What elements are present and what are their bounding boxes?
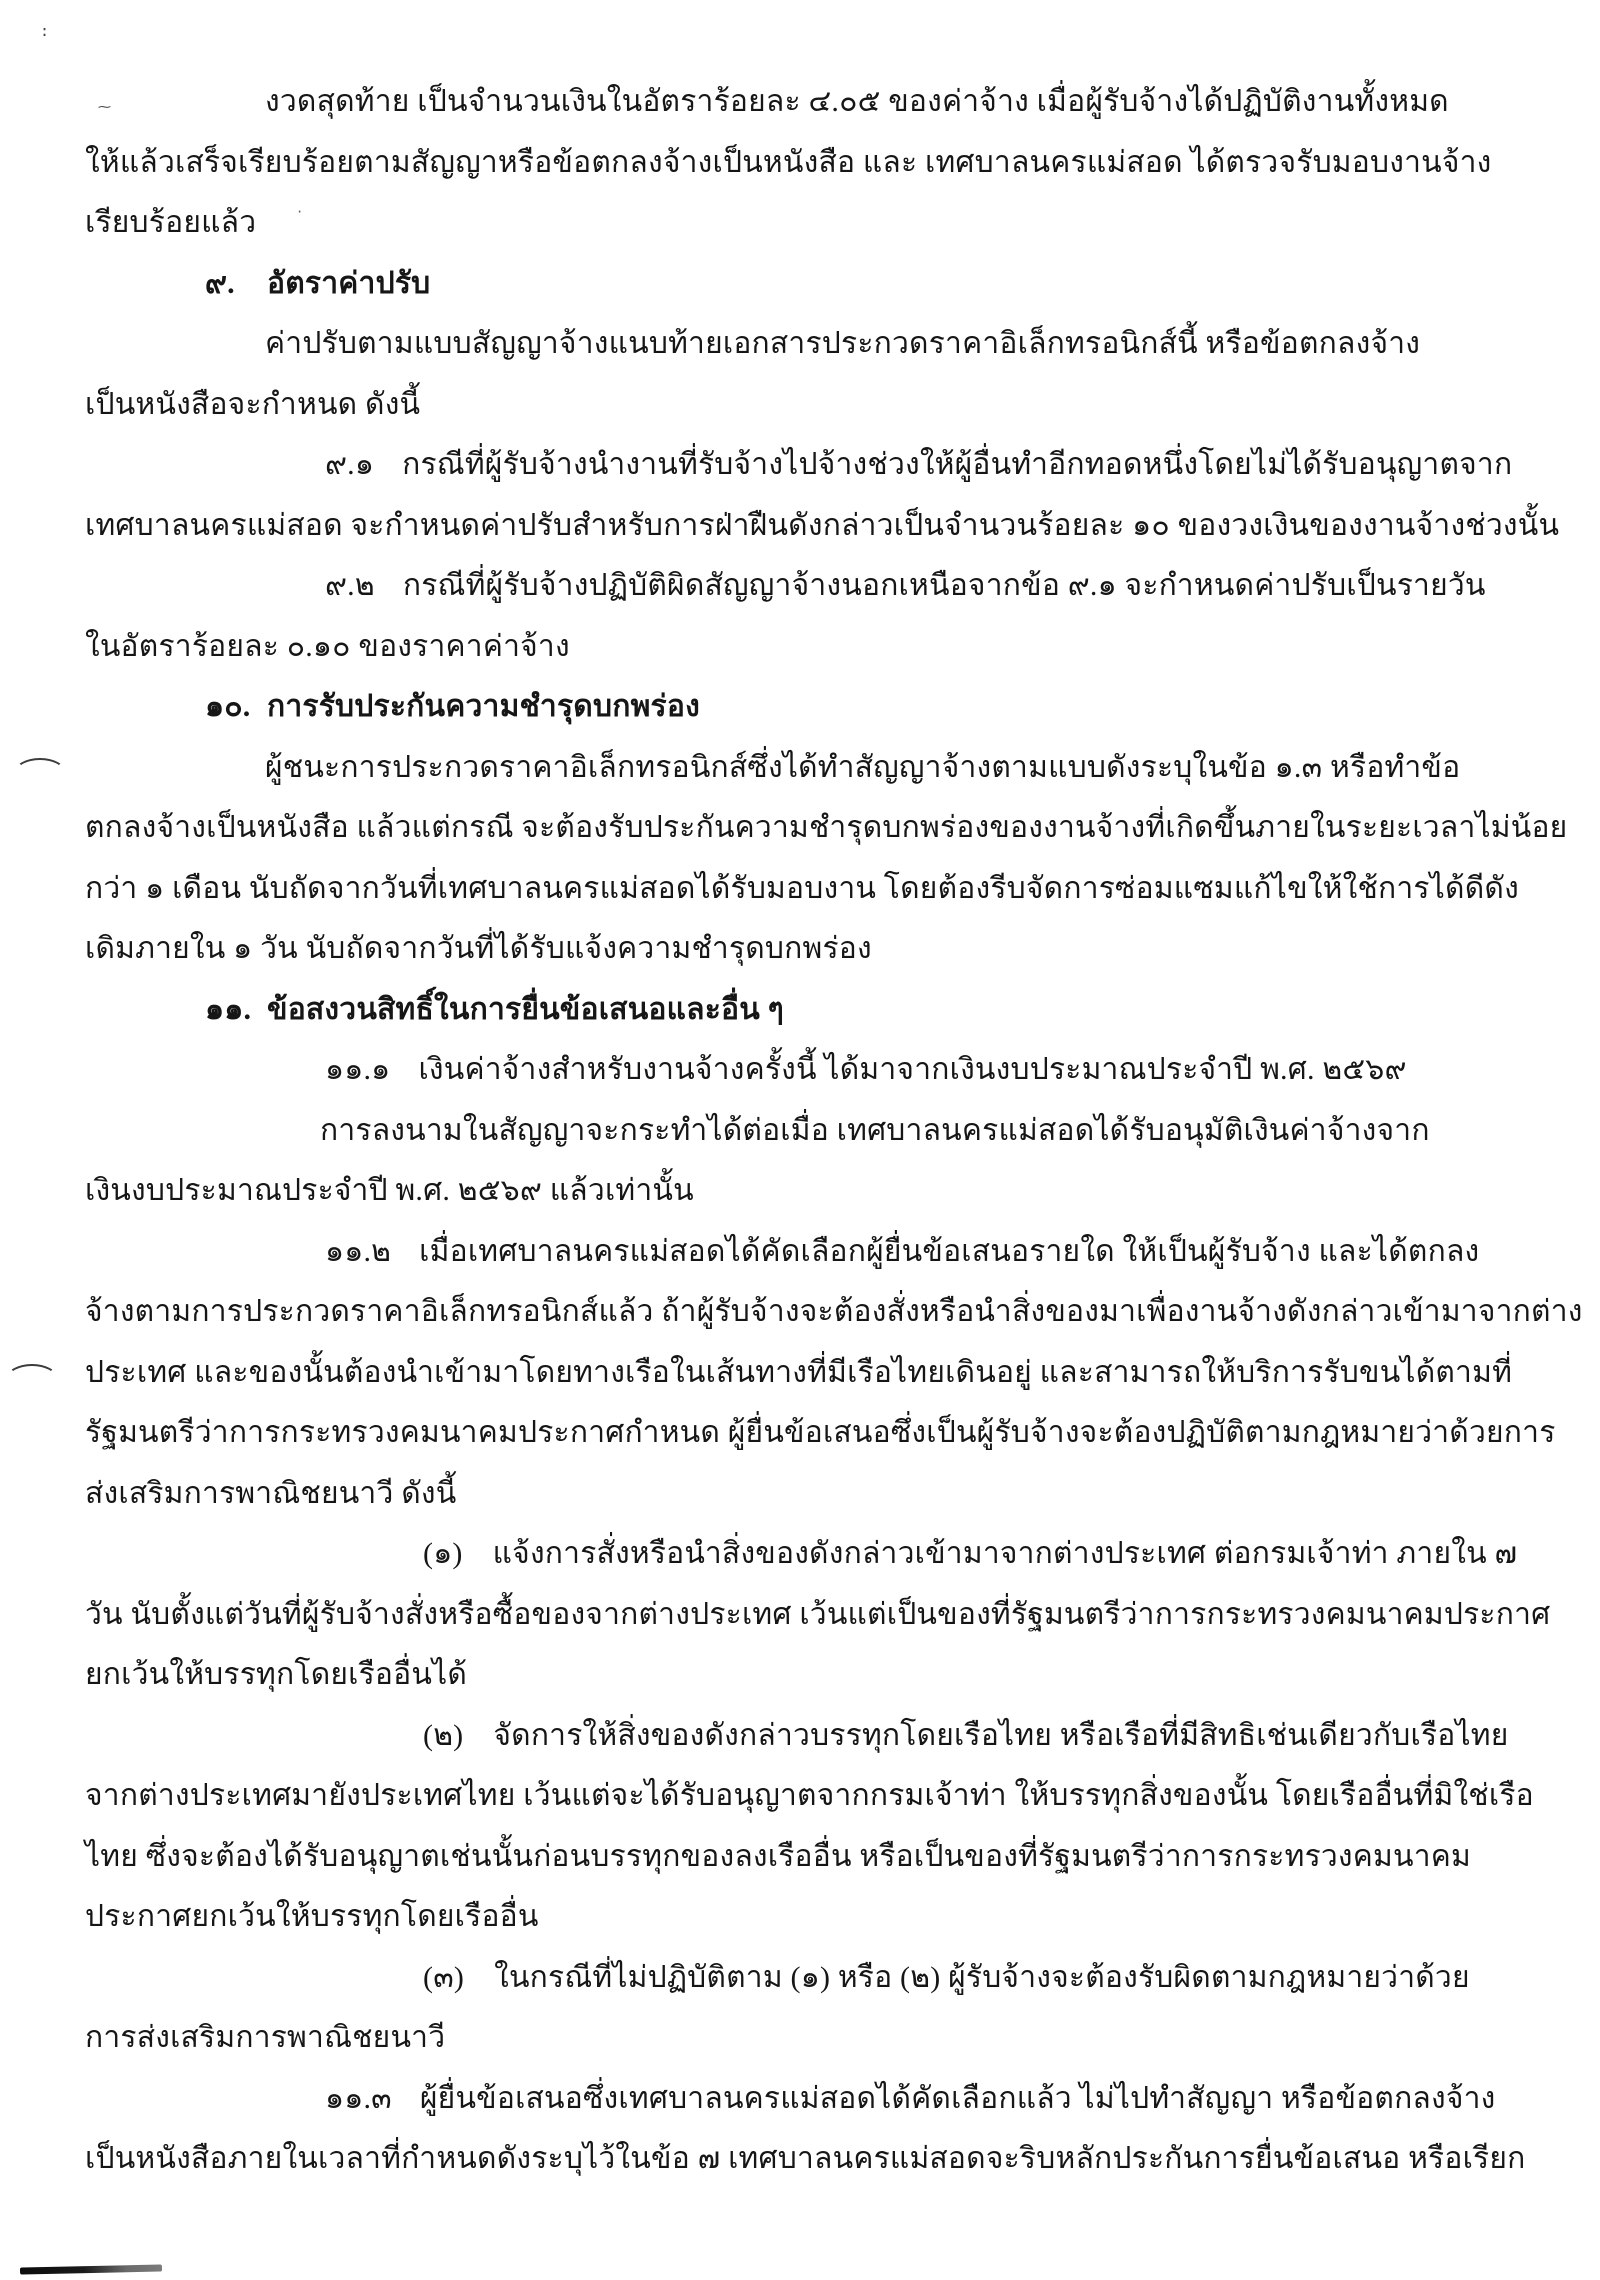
text-line: วัน นับตั้งแต่วันที่ผู้รับจ้างสั่งหรือซื้อของจากต่างประเทศ เว้นแต่เป็นของที่รัฐมนตรีว่าการกระทรวงคมนาคมประกาศ (85, 1597, 1551, 1631)
text-line: ให้แล้วเสร็จเรียบร้อยตามสัญญาหรือข้อตกลงจ้างเป็นหนังสือ และ เทศบาลนครแม่สอด ได้ตรวจรับมอบงานจ้าง (85, 145, 1492, 179)
text-line: ส่งเสริมการพาณิชยนาวี ดังนี้ (85, 1476, 457, 1510)
text-line: กว่า ๑ เดือน นับถัดจากวันที่เทศบาลนครแม่สอดได้รับมอบงาน โดยต้องรีบจัดการซ่อมแซมแก้ไขให้ใช้การได้ดีดัง (85, 871, 1519, 905)
text-line: เทศบาลนครแม่สอด จะกำหนดค่าปรับสำหรับการฝ่าฝืนดังกล่าวเป็นจำนวนร้อยละ ๑๐ ของวงเงินของงานจ้างช่วงนั้น (85, 508, 1560, 542)
text-line: ประกาศยกเว้นให้บรรทุกโดยเรืออื่น (85, 1900, 539, 1933)
section-heading (85, 254, 1532, 315)
text-line: ยกเว้นให้บรรทุกโดยเรืออื่นได้ (85, 1658, 468, 1691)
text-line (85, 556, 1532, 617)
item-number: ๙.๑ (325, 448, 375, 481)
text-line: ผู้ชนะการประกวดราคาอิเล็กทรอนิกส์ซึ่งได้ทำสัญญาจ้างตามแบบดังระบุในข้อ ๑.๓ หรือทำข้อ (265, 750, 1461, 784)
text-line: เป็นหนังสือภายในเวลาที่กำหนดดังระบุไว้ในข้อ ๗ เทศบาลนครแม่สอดจะริบหลักประกันการยื่นข้อเสนอ หรือเรียก (85, 2142, 1526, 2175)
text-line (85, 1222, 1532, 1283)
text-line: รัฐมนตรีว่าการกระทรวงคมนาคมประกาศกำหนด ผู้ยื่นข้อเสนอซึ่งเป็นผู้รับจ้างจะต้องปฏิบัติตามกฎหมายว่าด้วยการ (85, 1416, 1556, 1449)
line-text: เงินค่าจ้างสำหรับงานจ้างครั้งนี้ ได้มาจากเงินงบประมาณประจำปี พ.ศ. ๒๕๖๙ (418, 1053, 1407, 1086)
text-line (85, 1706, 1532, 1767)
text-line: จ้างตามการประกวดราคาอิเล็กทรอนิกส์แล้ว ถ้าผู้รับจ้างจะต้องสั่งหรือนำสิ่งของมาเพื่องานจ้างดังกล่าวเข้ามาจากต่าง (85, 1295, 1583, 1328)
section-heading (85, 677, 1532, 738)
item-number: ๑๐. (205, 690, 251, 723)
text-line (85, 435, 1532, 496)
line-text: ผู้ยื่นข้อเสนอซึ่งเทศบาลนครแม่สอดได้คัดเลือกแล้ว ไม่ไปทำสัญญา หรือข้อตกลงจ้าง (419, 2081, 1496, 2115)
item-number: ๑๑. (205, 992, 252, 1026)
item-number: (๑) (423, 1537, 463, 1570)
line-text: แจ้งการสั่งหรือนำสิ่งของดังกล่าวเข้ามาจากต่างประเทศ ต่อกรมเจ้าท่า ภายใน ๗ (492, 1537, 1518, 1570)
text-line: งวดสุดท้าย เป็นจำนวนเงินในอัตราร้อยละ ๔.๐๕ ของค่าจ้าง เมื่อผู้รับจ้างได้ปฏิบัติงานทั้งหมด (265, 85, 1449, 118)
line-text: ในกรณีที่ไม่ปฏิบัติตาม (๑) หรือ (๒) ผู้รับจ้างจะต้องรับผิดตามกฎหมายว่าด้วย (494, 1960, 1470, 1994)
scan-arc-mark (14, 758, 66, 788)
text-line: การส่งเสริมการพาณิชยนาวี (85, 2021, 446, 2054)
item-number: ๙.๒ (325, 569, 375, 602)
text-line: เรียบร้อยแล้ว (85, 206, 257, 239)
scan-arc-mark (6, 1364, 58, 1394)
text-line (85, 1524, 1532, 1585)
scan-speck: · (296, 205, 304, 219)
line-text: กรณีที่ผู้รับจ้างนำงานที่รับจ้างไปจ้างช่วงให้ผู้อื่นทำอีกทอดหนึ่งโดยไม่ได้รับอนุญาตจาก (402, 448, 1513, 481)
text-line: ประเทศ และของนั้นต้องนำเข้ามาโดยทางเรือในเส้นทางที่มีเรือไทยเดินอยู่ และสามารถให้บริการรับขนได้ตามที่ (85, 1355, 1513, 1389)
item-number: ๑๑.๒ (325, 1234, 392, 1268)
item-number: (๒) (423, 1718, 464, 1752)
scan-streak-mark (20, 2265, 162, 2275)
line-text: จัดการให้สิ่งของดังกล่าวบรรทุกโดยเรือไทย หรือเรือที่มีสิทธิเช่นเดียวกับเรือไทย (493, 1718, 1509, 1752)
item-number: ๑๑.๑ (325, 1053, 391, 1086)
scan-speck: ⁓ (98, 100, 111, 115)
line-text: กรณีที่ผู้รับจ้างปฏิบัติผิดสัญญาจ้างนอกเหนือจากข้อ ๙.๑ จะกำหนดค่าปรับเป็นรายวัน (402, 569, 1486, 602)
text-line: การลงนามในสัญญาจะกระทำได้ต่อเมื่อ เทศบาลนครแม่สอดได้รับอนุมัติเงินค่าจ้างจาก (320, 1113, 1430, 1147)
text-line: เงินงบประมาณประจำปี พ.ศ. ๒๕๖๙ แล้วเท่านั้น (85, 1174, 694, 1207)
line-text: การรับประกันความชำรุดบกพร่อง (267, 690, 700, 723)
item-number: ๑๑.๓ (325, 2081, 392, 2115)
text-line: เป็นหนังสือจะกำหนด ดังนี้ (85, 387, 421, 421)
text-line: เดิมภายใน ๑ วัน นับถัดจากวันที่ได้รับแจ้งความชำรุดบกพร่อง (85, 932, 872, 965)
scan-speck: : (40, 22, 50, 40)
text-line: ค่าปรับตามแบบสัญญาจ้างแนบท้ายเอกสารประกวดราคาอิเล็กทรอนิกส์นี้ หรือข้อตกลงจ้าง (265, 327, 1421, 360)
section-heading (85, 980, 1532, 1041)
line-text: เมื่อเทศบาลนครแม่สอดได้คัดเลือกผู้ยื่นข้อเสนอรายใด ให้เป็นผู้รับจ้าง และได้ตกลง (419, 1234, 1480, 1268)
text-line: ในอัตราร้อยละ ๐.๑๐ ของราคาค่าจ้าง (85, 629, 570, 663)
text-line (85, 2069, 1532, 2130)
item-number: ๙. (205, 266, 235, 300)
text-line: ตกลงจ้างเป็นหนังสือ แล้วแต่กรณี จะต้องรับประกันความชำรุดบกพร่องของงานจ้างที่เกิดขึ้นภายในระยะเวลาไม่น้อย (85, 811, 1568, 844)
text-line (85, 1040, 1532, 1101)
text-line: ไทย ซึ่งจะต้องได้รับอนุญาตเช่นนั้นก่อนบรรทุกของลงเรืออื่น หรือเป็นของที่รัฐมนตรีว่าการกระทรวงคมนาคม (85, 1839, 1472, 1873)
line-text: ข้อสงวนสิทธิ์ในการยื่นข้อเสนอและอื่น ๆ (267, 992, 784, 1026)
text-line (85, 1948, 1532, 2009)
item-number: (๓) (423, 1960, 465, 1994)
line-text: อัตราค่าปรับ (267, 266, 431, 300)
text-line: จากต่างประเทศมายังประเทศไทย เว้นแต่จะได้รับอนุญาตจากกรมเจ้าท่า ให้บรรทุกสิ่งของนั้น โดยเรืออื่นที่มิใช่เรือ (85, 1779, 1534, 1812)
document-body (85, 72, 1583, 2190)
